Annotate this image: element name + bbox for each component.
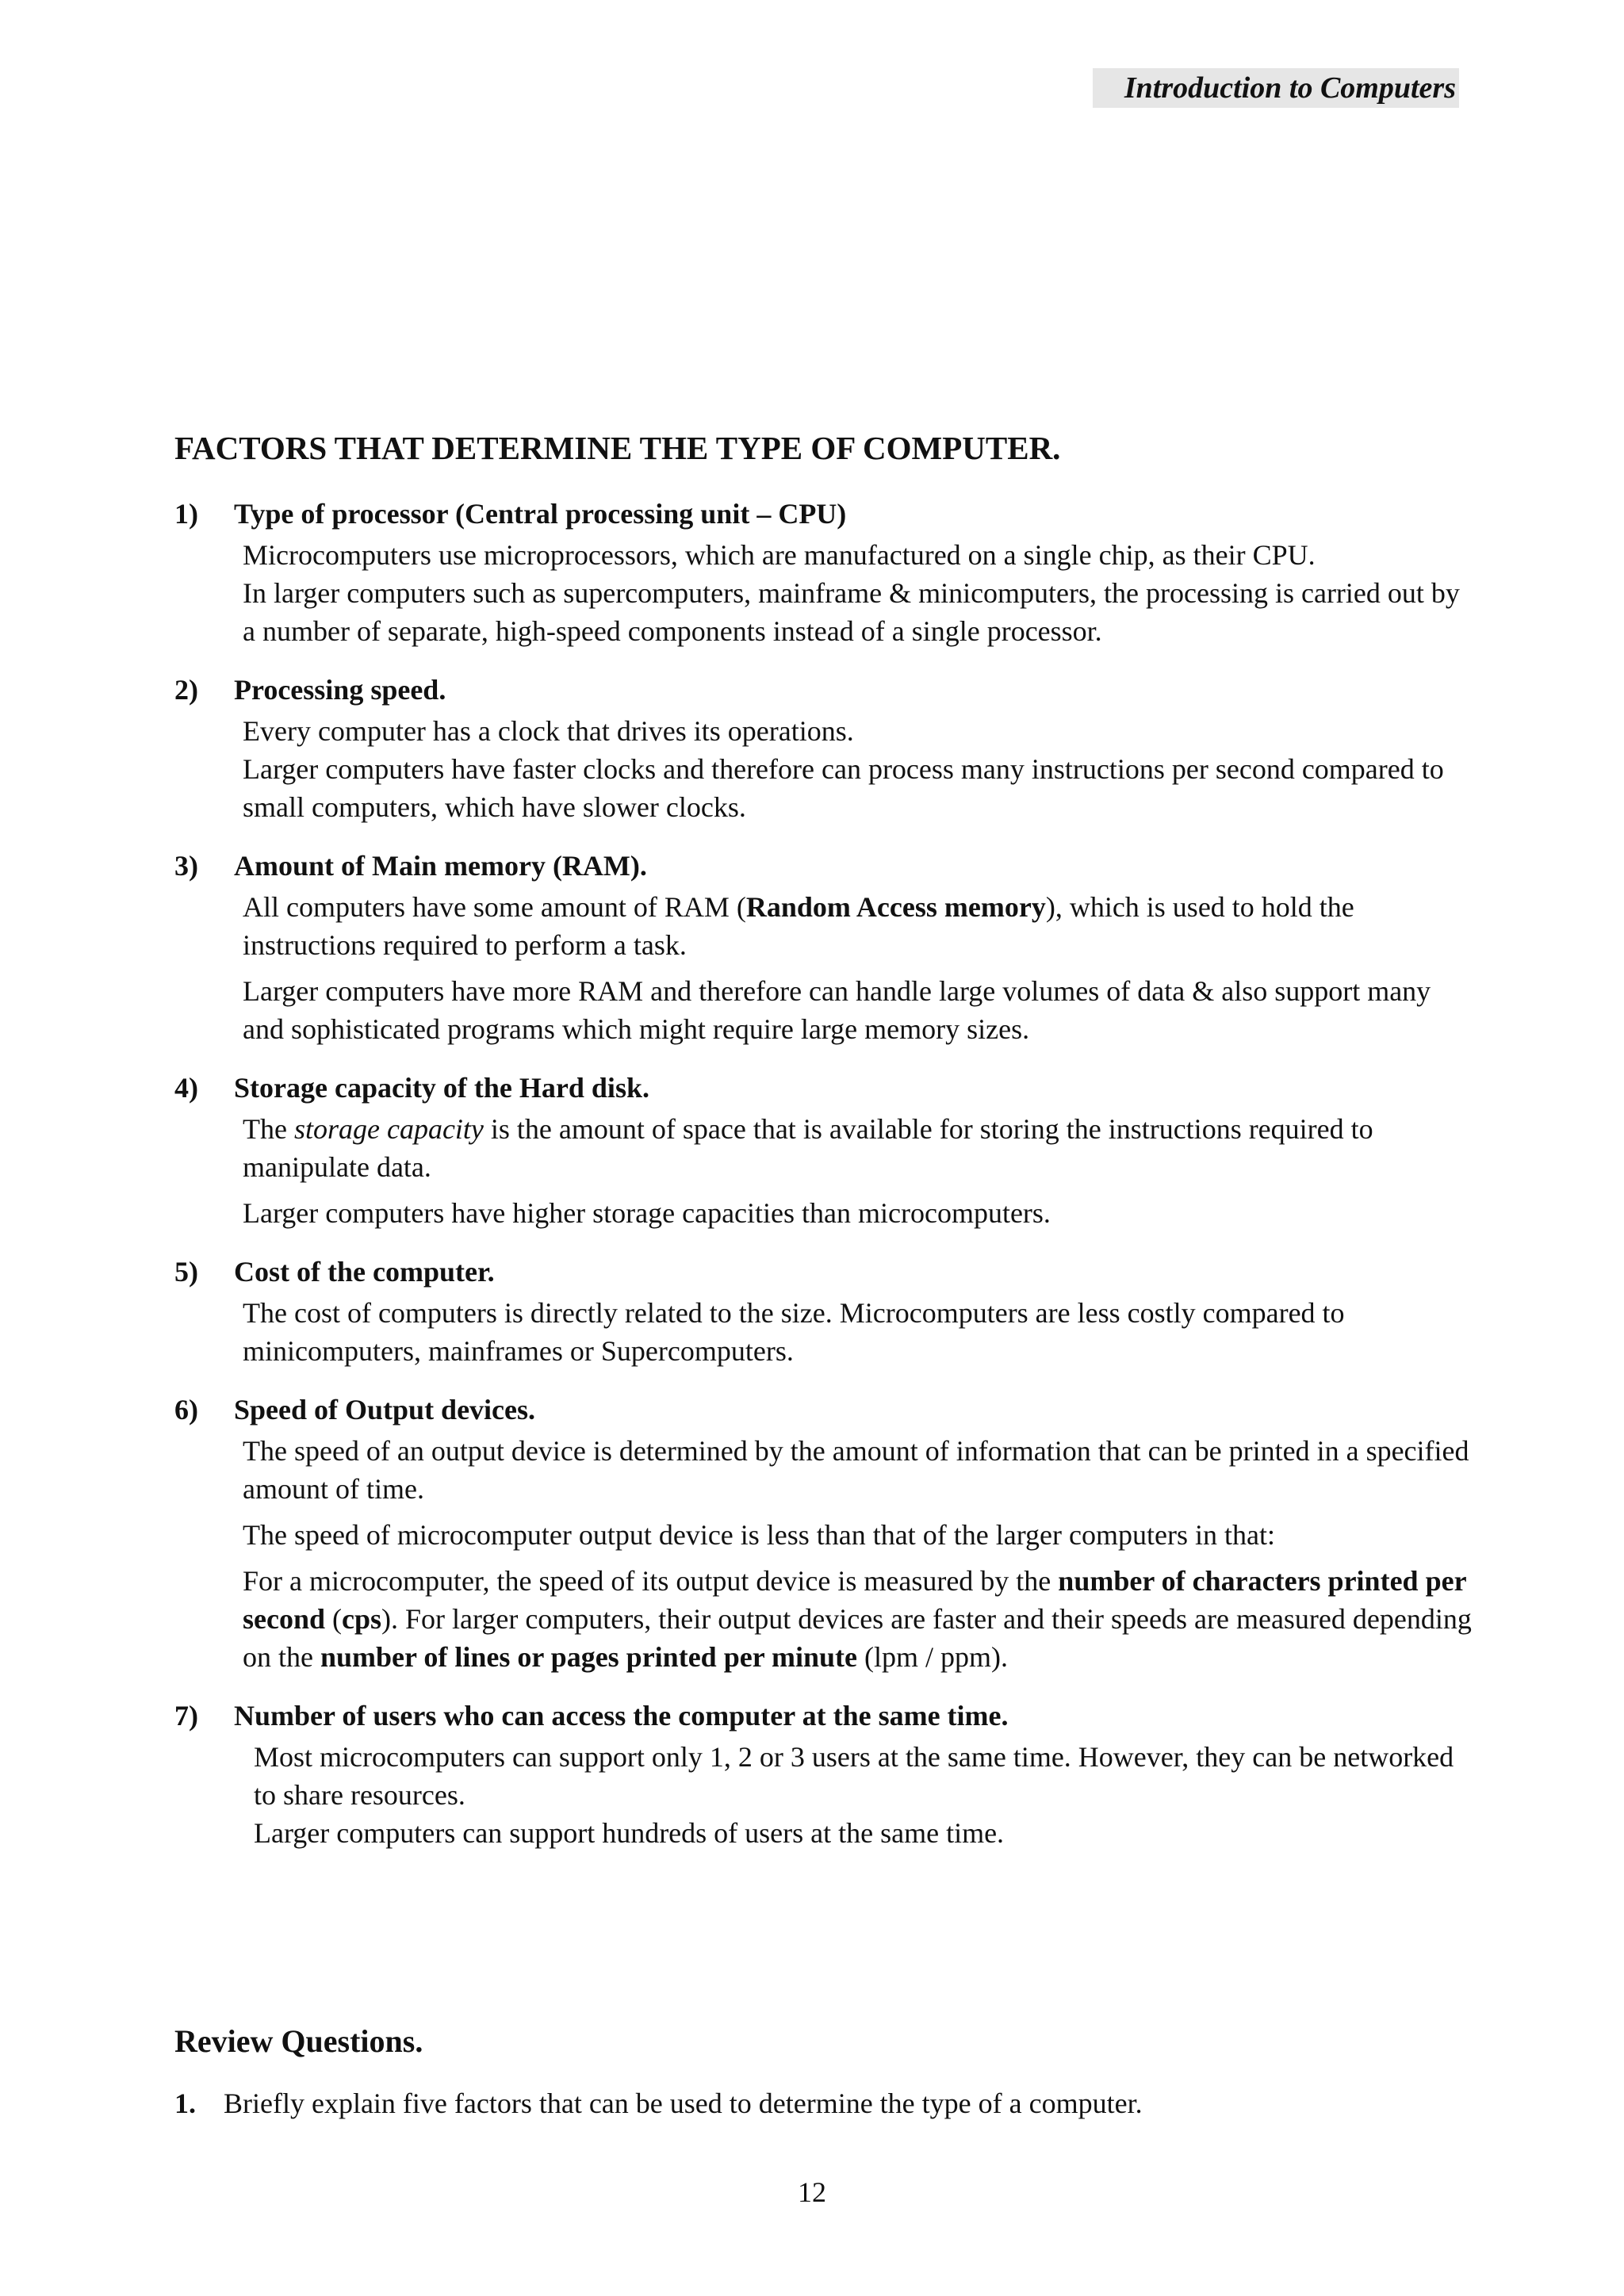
factor-paragraph (174, 972, 1475, 1048)
running-header-title: Introduction to Computers (1124, 71, 1456, 105)
factor-paragraph (174, 750, 1475, 826)
factor-number: 6) (174, 1394, 198, 1425)
factor-paragraph (174, 574, 1475, 650)
factor-heading-text: Amount of Main memory (RAM). (234, 850, 647, 882)
text-run: For a microcomputer, the speed of its output device is measured by the (243, 1565, 1059, 1597)
factor-section (174, 844, 1475, 1048)
factor-section (174, 1693, 1475, 1852)
factor-paragraph (174, 1516, 1475, 1554)
factor-paragraph (174, 1814, 1475, 1852)
emphasis-bold: Random Access memory (745, 891, 1046, 923)
factor-heading-text: Type of processor (Central processing unit – CPU) (234, 498, 847, 530)
factor-paragraph (174, 1194, 1475, 1232)
factor-paragraph (174, 712, 1475, 750)
factor-heading (174, 1066, 1475, 1110)
factor-heading-text: Processing speed. (234, 674, 446, 706)
text-run: Larger computers have higher storage capacities than microcomputers. (243, 1197, 1051, 1229)
text-run: ), which is used to hold the instructions required to perform a task. (243, 891, 1354, 961)
factor-section (174, 492, 1475, 650)
review-questions-title: Review Questions. (174, 2023, 423, 2059)
text-run: Larger computers have faster clocks and therefore can process many instructions per second compared to small computers, which have slower clocks. (243, 753, 1444, 823)
emphasis-bold: number of lines or pages printed per minute (320, 1641, 858, 1673)
factor-heading-text: Cost of the computer. (234, 1256, 495, 1288)
factor-paragraph (174, 1432, 1475, 1508)
text-run: The speed of microcomputer output device is less than that of the larger computers in that: (243, 1519, 1275, 1551)
factor-paragraph (174, 1110, 1475, 1186)
factor-paragraph (174, 1738, 1475, 1814)
page-title: FACTORS THAT DETERMINE THE TYPE OF COMPUTER. (174, 430, 1061, 466)
text-run: ). For larger computers, their output devices are faster and their speeds are measured depending on the (243, 1603, 1472, 1673)
factor-section (174, 1066, 1475, 1232)
factor-number: 5) (174, 1256, 198, 1288)
text-run: In larger computers such as supercomputers, mainframe & minicomputers, the processing is carried out by a number of separate, high-speed components instead of a single processor. (243, 577, 1460, 647)
text-run: Most microcomputers can support only 1, 2 or 3 users at the same time. However, they can be networked to share resources. (254, 1741, 1454, 1811)
text-run: is the amount of space that is available for storing the instructions required to manipulate data. (243, 1113, 1373, 1183)
text-run: Larger computers have more RAM and therefore can handle large volumes of data & also support many and sophisticated programs which might require large memory sizes. (243, 975, 1431, 1045)
factor-section (174, 1387, 1475, 1676)
running-header (1093, 68, 1459, 108)
factor-heading (174, 668, 1475, 712)
factor-heading (174, 1249, 1475, 1294)
factor-heading-text: Speed of Output devices. (234, 1394, 536, 1425)
question-number: 1. (174, 2087, 196, 2119)
emphasis-bold: number of characters printed per second (243, 1565, 1466, 1635)
factor-number: 3) (174, 850, 198, 882)
factor-paragraph (174, 1562, 1475, 1676)
page-number: 12 (798, 2176, 826, 2208)
text-run: Every computer has a clock that drives its operations. (243, 715, 854, 747)
text-run: Larger computers can support hundreds of users at the same time. (254, 1817, 1005, 1849)
question-text: Briefly explain five factors that can be used to determine the type of a computer. (224, 2087, 1143, 2119)
factor-heading-text: Number of users who can access the computer at the same time. (234, 1700, 1009, 1732)
factor-number: 2) (174, 674, 198, 706)
factor-paragraph (174, 536, 1475, 574)
factor-heading (174, 492, 1475, 536)
text-run: (lpm / ppm). (857, 1641, 1009, 1673)
text-run: Microcomputers use microprocessors, which are manufactured on a single chip, as their CPU. (243, 539, 1316, 571)
review-question (174, 2084, 1143, 2123)
factor-heading (174, 1387, 1475, 1432)
emphasis-bold: cps (342, 1603, 382, 1635)
text-run: The speed of an output device is determined by the amount of information that can be printed in a specified amount of time. (243, 1435, 1469, 1505)
factors-list (174, 492, 1475, 1869)
factor-section (174, 1249, 1475, 1370)
factor-heading-text: Storage capacity of the Hard disk. (234, 1072, 649, 1104)
factor-paragraph (174, 888, 1475, 964)
factor-number: 4) (174, 1072, 198, 1104)
factor-number: 7) (174, 1700, 198, 1732)
text-run: All computers have some amount of RAM ( (243, 891, 746, 923)
emphasis-italic: storage capacity (293, 1113, 484, 1145)
text-run: The (243, 1113, 294, 1145)
factor-section (174, 668, 1475, 826)
factor-paragraph (174, 1294, 1475, 1370)
factor-heading (174, 844, 1475, 888)
factor-number: 1) (174, 498, 198, 530)
factor-heading (174, 1693, 1475, 1738)
text-run: The cost of computers is directly related to the size. Microcomputers are less costly compared to minicomputers, mainframes or Supercomputers. (243, 1297, 1345, 1367)
text-run: ( (325, 1603, 343, 1635)
